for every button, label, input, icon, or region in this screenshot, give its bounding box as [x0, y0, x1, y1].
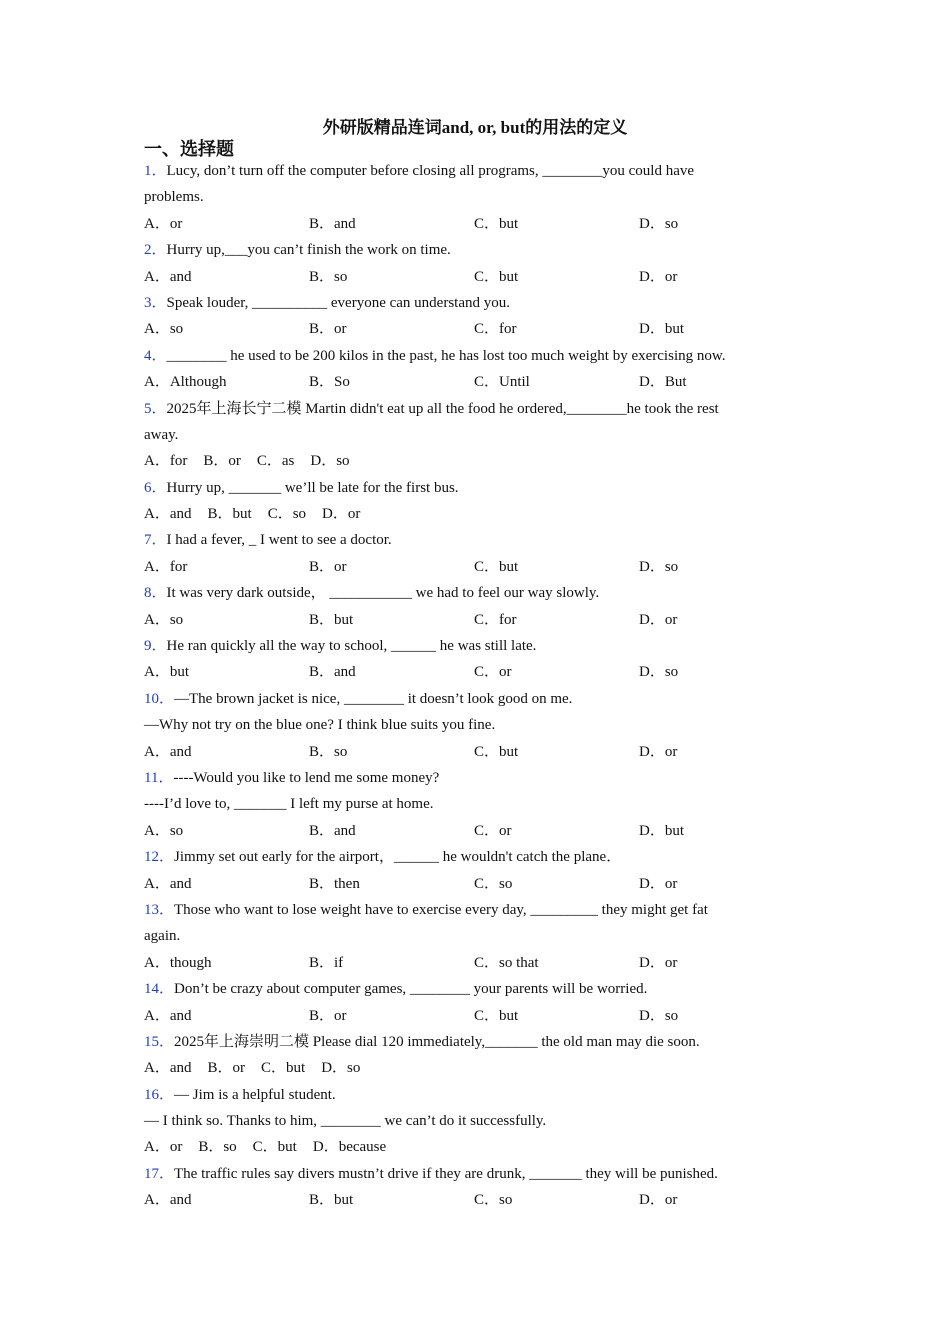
question-item: [144, 343, 804, 396]
answer-option[interactable]: A．so: [144, 321, 184, 338]
answer-option[interactable]: A．so: [144, 822, 184, 839]
question-text-line: [144, 475, 804, 501]
answer-options: [144, 607, 804, 633]
question-text: away.: [144, 426, 179, 443]
answer-option[interactable]: D．or: [639, 954, 678, 971]
answer-options: [144, 1003, 804, 1029]
question-item: [144, 475, 804, 528]
question-item: [144, 897, 804, 976]
question-item: [144, 686, 804, 765]
question-item: [144, 1082, 804, 1161]
question-number: 4．: [144, 347, 167, 364]
answer-option[interactable]: C．but: [252, 1139, 297, 1156]
question-text: Hurry up,___you can’t finish the work on time.: [166, 242, 451, 259]
question-item: [144, 396, 804, 475]
answer-option[interactable]: C．so: [474, 1192, 513, 1209]
question-item: [144, 237, 804, 290]
answer-option[interactable]: D．or: [639, 1192, 678, 1209]
question-text: Jimmy set out early for the airport，______ he wouldn't catch the plane．: [174, 849, 622, 866]
question-item: [144, 580, 804, 633]
answer-option[interactable]: B．So: [309, 374, 350, 391]
answer-option[interactable]: B．but: [207, 506, 252, 523]
question-text: I had a fever, _ I went to see a doctor.: [166, 532, 392, 549]
answer-option[interactable]: A．for: [144, 453, 188, 470]
answer-options: [144, 950, 804, 976]
question-text-line: [144, 765, 804, 791]
question-item: [144, 844, 804, 897]
answer-option[interactable]: B．so: [309, 743, 348, 760]
answer-option[interactable]: C．but: [474, 268, 519, 285]
question-number: 8．: [144, 585, 167, 602]
question-text-line: [144, 237, 804, 263]
answer-option[interactable]: D．or: [639, 743, 678, 760]
question-number: 2．: [144, 242, 167, 259]
question-number: 3．: [144, 294, 167, 311]
answer-option[interactable]: A．and: [144, 875, 192, 892]
answer-option[interactable]: B．or: [309, 558, 347, 575]
question-item: [144, 158, 804, 237]
question-text: problems.: [144, 189, 204, 206]
answer-option[interactable]: A．though: [144, 954, 212, 971]
answer-option[interactable]: C．but: [261, 1060, 306, 1077]
answer-option[interactable]: C．or: [474, 822, 512, 839]
question-text: It was very dark outside， ___________ we had to feel our way slowly.: [166, 585, 600, 602]
answer-option[interactable]: D．or: [322, 506, 361, 523]
answer-option[interactable]: D．so: [639, 558, 679, 575]
answer-option[interactable]: A．and: [144, 1007, 192, 1024]
answer-options: [144, 1187, 804, 1213]
answer-option[interactable]: C．but: [474, 558, 519, 575]
question-number: 5．: [144, 400, 167, 417]
answer-options: [144, 448, 804, 474]
question-text: The traffic rules say divers mustn’t drive if they are drunk, _______ they will be punished.: [174, 1165, 718, 1182]
answer-option[interactable]: D．or: [639, 611, 678, 628]
answer-option[interactable]: C．so that: [474, 954, 539, 971]
question-item: [144, 976, 804, 1029]
answer-option[interactable]: D．so: [639, 215, 679, 232]
question-text: —The brown jacket is nice, ________ it doesn’t look good on me.: [174, 690, 573, 707]
answer-option[interactable]: D．but: [639, 321, 685, 338]
question-text-line: [144, 580, 804, 606]
answer-options: [144, 818, 804, 844]
question-text-line: [144, 897, 804, 923]
answer-option[interactable]: B．so: [309, 268, 348, 285]
question-number: 7．: [144, 532, 167, 549]
question-number: 1．: [144, 163, 167, 179]
answer-option[interactable]: A．and: [144, 506, 192, 523]
answer-option[interactable]: C．or: [474, 664, 512, 681]
answer-options: [144, 871, 804, 897]
answer-options: [144, 316, 804, 342]
answer-option[interactable]: C．but: [474, 215, 519, 232]
question-number: 17．: [144, 1165, 175, 1182]
question-text: He ran quickly all the way to school, ______ he was still late.: [166, 638, 537, 655]
answer-option[interactable]: B．or: [309, 1007, 347, 1024]
question-text: — Jim is a helpful student.: [174, 1086, 336, 1103]
question-text-line: [144, 184, 804, 210]
answer-option[interactable]: A．so: [144, 611, 184, 628]
question-list: [144, 158, 804, 1214]
answer-options: [144, 1134, 804, 1160]
question-text-line: [144, 396, 804, 422]
question-text: ----Would you like to lend me some money?: [173, 769, 440, 786]
answer-option[interactable]: B．then: [309, 875, 360, 892]
question-item: [144, 290, 804, 343]
question-text: 2025年上海长宁二模 Martin didn't eat up all the food he ordered,________he took the rest: [166, 400, 719, 417]
question-text: — I think so. Thanks to him, ________ we can’t do it successfully.: [144, 1113, 547, 1130]
answer-option[interactable]: B．if: [309, 954, 344, 971]
answer-option[interactable]: B．and: [309, 822, 356, 839]
answer-options: [144, 659, 804, 685]
answer-options: [144, 501, 804, 527]
answer-options: [144, 264, 804, 290]
question-item: [144, 765, 804, 844]
answer-option[interactable]: B．and: [309, 215, 356, 232]
question-item: [144, 527, 804, 580]
answer-options: [144, 211, 804, 237]
answer-option[interactable]: C．for: [474, 321, 517, 338]
question-text: 2025年上海崇明二模 Please dial 120 immediately,_______ the old man may die soon.: [174, 1033, 700, 1050]
answer-option[interactable]: A．and: [144, 268, 192, 285]
question-text-line: [144, 1161, 804, 1187]
question-number: 10．: [144, 690, 175, 707]
question-number: 11．: [144, 769, 174, 786]
question-text: Hurry up, _______ we’ll be late for the first bus.: [166, 479, 459, 496]
answer-option[interactable]: B．or: [203, 453, 241, 470]
document-title: 外研版精品连词and, or, but的用法的定义: [322, 118, 628, 137]
question-number: 14．: [144, 981, 175, 998]
answer-option[interactable]: C．so: [267, 506, 307, 523]
question-text-line: [144, 1082, 804, 1108]
answer-option[interactable]: B．so: [198, 1139, 237, 1156]
answer-options: [144, 554, 804, 580]
question-text-line: [144, 791, 804, 817]
answer-options: [144, 1055, 804, 1081]
question-text-line: [144, 976, 804, 1002]
answer-option[interactable]: D．or: [639, 875, 678, 892]
answer-option[interactable]: A．and: [144, 1192, 192, 1209]
answer-option[interactable]: C．but: [474, 1007, 519, 1024]
answer-option[interactable]: D．because: [312, 1139, 387, 1156]
answer-option[interactable]: B．or: [207, 1060, 246, 1077]
answer-option[interactable]: B．but: [309, 611, 354, 628]
section-heading: 一、选择题: [144, 139, 234, 159]
question-text-line: [144, 527, 804, 553]
question-text: Those who want to lose weight have to exercise every day, _________ they might get fat: [174, 901, 708, 918]
question-text: —Why not try on the blue one? I think blue suits you fine.: [144, 717, 496, 734]
answer-option[interactable]: B．but: [309, 1192, 354, 1209]
answer-option[interactable]: A．for: [144, 558, 188, 575]
answer-options: [144, 369, 804, 395]
answer-options: [144, 739, 804, 765]
answer-option[interactable]: D．so: [321, 1060, 361, 1077]
question-number: 13．: [144, 901, 175, 918]
question-item: [144, 1029, 804, 1082]
answer-option[interactable]: D．so: [639, 664, 679, 681]
question-text-line: [144, 686, 804, 712]
question-number: 6．: [144, 479, 167, 496]
question-text-line: [144, 633, 804, 659]
question-text: Lucy, don’t turn off the computer before closing all programs, ________you could have: [166, 163, 695, 179]
answer-option[interactable]: D．But: [639, 374, 687, 391]
answer-option[interactable]: B．and: [309, 664, 356, 681]
question-number: 15．: [144, 1033, 175, 1050]
answer-option[interactable]: A．and: [144, 743, 192, 760]
question-text-line: [144, 923, 804, 949]
answer-option[interactable]: D．so: [310, 453, 350, 470]
answer-option[interactable]: D．so: [639, 1007, 679, 1024]
question-text-line: [144, 422, 804, 448]
question-text: Speak louder, __________ everyone can understand you.: [166, 294, 510, 311]
question-text-line: [144, 1029, 804, 1055]
answer-option[interactable]: A．and: [144, 1060, 192, 1077]
answer-option[interactable]: C．Until: [474, 374, 530, 391]
question-text-line: [144, 290, 804, 316]
question-text: ________ he used to be 200 kilos in the past, he has lost too much weight by exercising now.: [166, 347, 726, 364]
answer-option[interactable]: C．so: [474, 875, 513, 892]
question-number: 9．: [144, 638, 167, 655]
question-item: [144, 633, 804, 686]
question-text: Don’t be crazy about computer games, ________ your parents will be worried.: [174, 981, 648, 998]
answer-option[interactable]: B．or: [309, 321, 347, 338]
answer-option[interactable]: A．Although: [144, 374, 227, 391]
answer-option[interactable]: C．as: [256, 453, 295, 470]
question-text-line: [144, 844, 804, 870]
question-text-line: [144, 1108, 804, 1134]
answer-option[interactable]: A．or: [144, 1139, 183, 1156]
answer-option[interactable]: A．but: [144, 664, 190, 681]
question-text-line: [144, 343, 804, 369]
question-text: again.: [144, 928, 181, 945]
answer-option[interactable]: D．or: [639, 268, 678, 285]
answer-option[interactable]: A．or: [144, 215, 183, 232]
answer-option[interactable]: C．for: [474, 611, 517, 628]
question-number: 12．: [144, 849, 175, 866]
question-text-line: [144, 712, 804, 738]
question-text-line: [144, 158, 804, 184]
question-number: 16．: [144, 1086, 175, 1103]
answer-option[interactable]: D．but: [639, 822, 685, 839]
answer-option[interactable]: C．but: [474, 743, 519, 760]
question-item: [144, 1161, 804, 1214]
question-text: ----I’d love to, _______ I left my purse at home.: [144, 796, 434, 813]
